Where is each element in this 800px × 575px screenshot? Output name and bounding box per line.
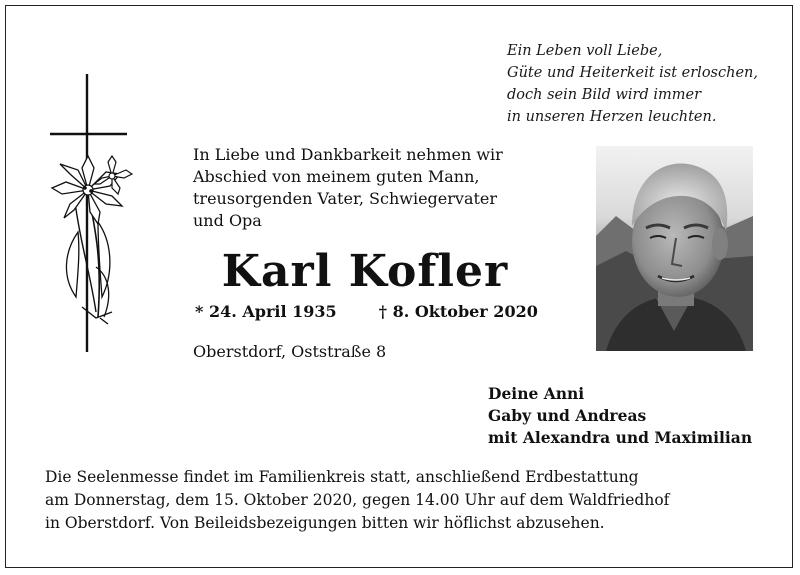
family-signature bbox=[488, 383, 752, 449]
family-line: Gaby und Andreas bbox=[488, 406, 647, 425]
intro-line: und Opa bbox=[193, 211, 262, 230]
poem bbox=[507, 40, 787, 128]
cross-edelweiss-icon bbox=[40, 72, 140, 357]
poem-line: doch sein Bild wird immer bbox=[507, 87, 702, 103]
family-line: mit Alexandra und Maximilian bbox=[488, 428, 753, 447]
intro-text bbox=[193, 144, 593, 232]
poem-line: Güte und Heiterkeit ist erloschen, bbox=[507, 65, 758, 81]
footer-line: Die Seelenmesse findet im Familienkreis statt, anschließend Erdbestattung bbox=[45, 468, 639, 486]
death-date: † 8. Oktober 2020 bbox=[378, 302, 538, 321]
intro-line: In Liebe und Dankbarkeit nehmen wir bbox=[193, 145, 503, 164]
address: Oberstdorf, Oststraße 8 bbox=[193, 342, 387, 361]
footer-line: am Donnerstag, dem 15. Oktober 2020, gegen 14.00 Uhr auf dem Waldfriedhof bbox=[45, 491, 670, 509]
poem-line: Ein Leben voll Liebe, bbox=[507, 43, 663, 59]
deceased-name: Karl Kofler bbox=[221, 246, 509, 297]
intro-line: Abschied von meinem guten Mann, bbox=[193, 167, 480, 186]
birth-date: * 24. April 1935 bbox=[195, 302, 337, 321]
footer-line: in Oberstdorf. Von Beileidsbezeigungen bitten wir höflichst abzusehen. bbox=[45, 514, 605, 532]
intro-line: treusorgenden Vater, Schwiegervater bbox=[193, 189, 498, 208]
family-line: Deine Anni bbox=[488, 384, 585, 403]
poem-line: in unseren Herzen leuchten. bbox=[507, 109, 717, 125]
funeral-info bbox=[45, 466, 765, 535]
life-dates bbox=[195, 301, 538, 323]
portrait-photo bbox=[596, 146, 753, 351]
